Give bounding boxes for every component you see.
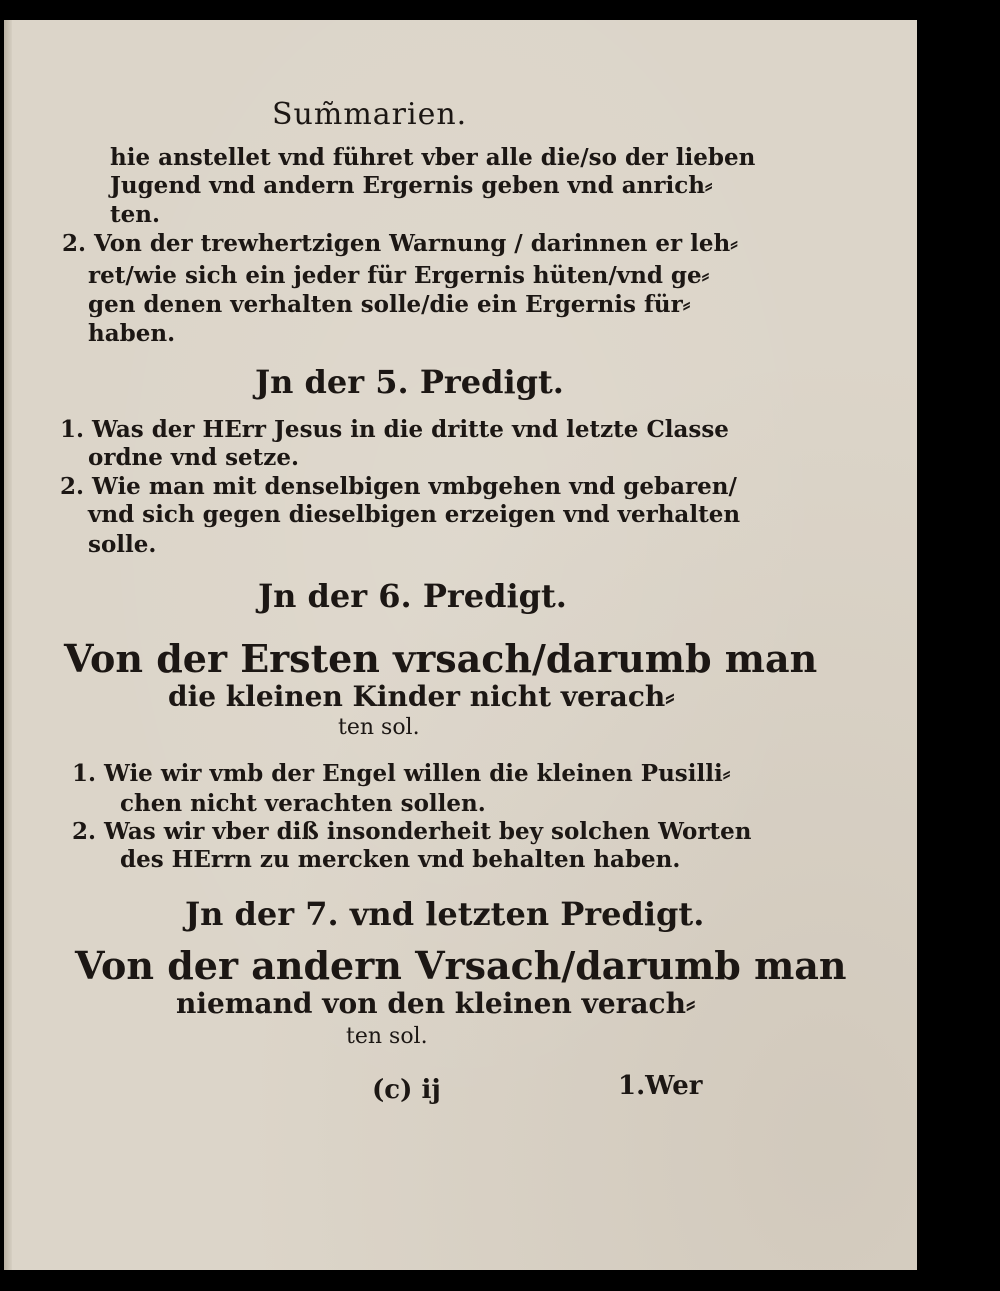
catchword: 1.Wer xyxy=(618,1071,703,1101)
summary-line: chen nicht verachten sollen. xyxy=(120,790,486,817)
sermon-title: ten sol. xyxy=(338,715,420,740)
summary-line: Jugend vnd andern Ergernis geben vnd anrich⸗ xyxy=(110,172,713,199)
summary-line: 2. Was wir vber diß insonderheit bey solchen Worten xyxy=(72,818,752,845)
summary-line: vnd sich gegen dieselbigen erzeigen vnd verhalten xyxy=(88,501,741,528)
summary-line: ten. xyxy=(110,201,160,228)
sermon-title: Von der Ersten vrsach/darumb man xyxy=(64,636,818,681)
summary-line: ordne vnd setze. xyxy=(88,444,299,471)
summary-line: des HErrn zu mercken vnd behalten haben. xyxy=(120,846,681,873)
summary-line: gen denen verhalten solle/die ein Ergernis für⸗ xyxy=(88,291,691,318)
page-fold-edge xyxy=(4,20,12,1270)
sermon-title: ten sol. xyxy=(346,1024,428,1049)
sermon-title: die kleinen Kinder nicht verach⸗ xyxy=(168,680,675,713)
sermon-title: Von der andern Vrsach/darumb man xyxy=(75,943,847,988)
section-heading: Jn der 7. vnd letzten Predigt. xyxy=(185,895,705,933)
summary-line: haben. xyxy=(88,320,176,347)
section-heading: Jn der 6. Predigt. xyxy=(258,577,567,615)
section-heading: Jn der 5. Predigt. xyxy=(255,363,564,401)
signature-mark: (c) ij xyxy=(372,1075,441,1105)
summary-line: hie anstellet vnd führet vber alle die/so der lieben xyxy=(110,144,756,171)
running-header: Sum̃marien. xyxy=(272,97,468,132)
summary-line: 2. Von der trewhertzigen Warnung / darinnen er leh⸗ xyxy=(62,230,738,257)
summary-line: 2. Wie man mit denselbigen vmbgehen vnd gebaren/ xyxy=(60,473,737,500)
summary-line: solle. xyxy=(88,531,157,558)
summary-line: 1. Was der HErr Jesus in die dritte vnd letzte Classe xyxy=(60,416,729,443)
summary-line: 1. Wie wir vmb der Engel willen die kleinen Pusilli⸗ xyxy=(72,760,731,787)
sermon-title: niemand von den kleinen verach⸗ xyxy=(176,987,696,1020)
summary-line: ret/wie sich ein jeder für Ergernis hüten/vnd ge⸗ xyxy=(88,262,710,289)
